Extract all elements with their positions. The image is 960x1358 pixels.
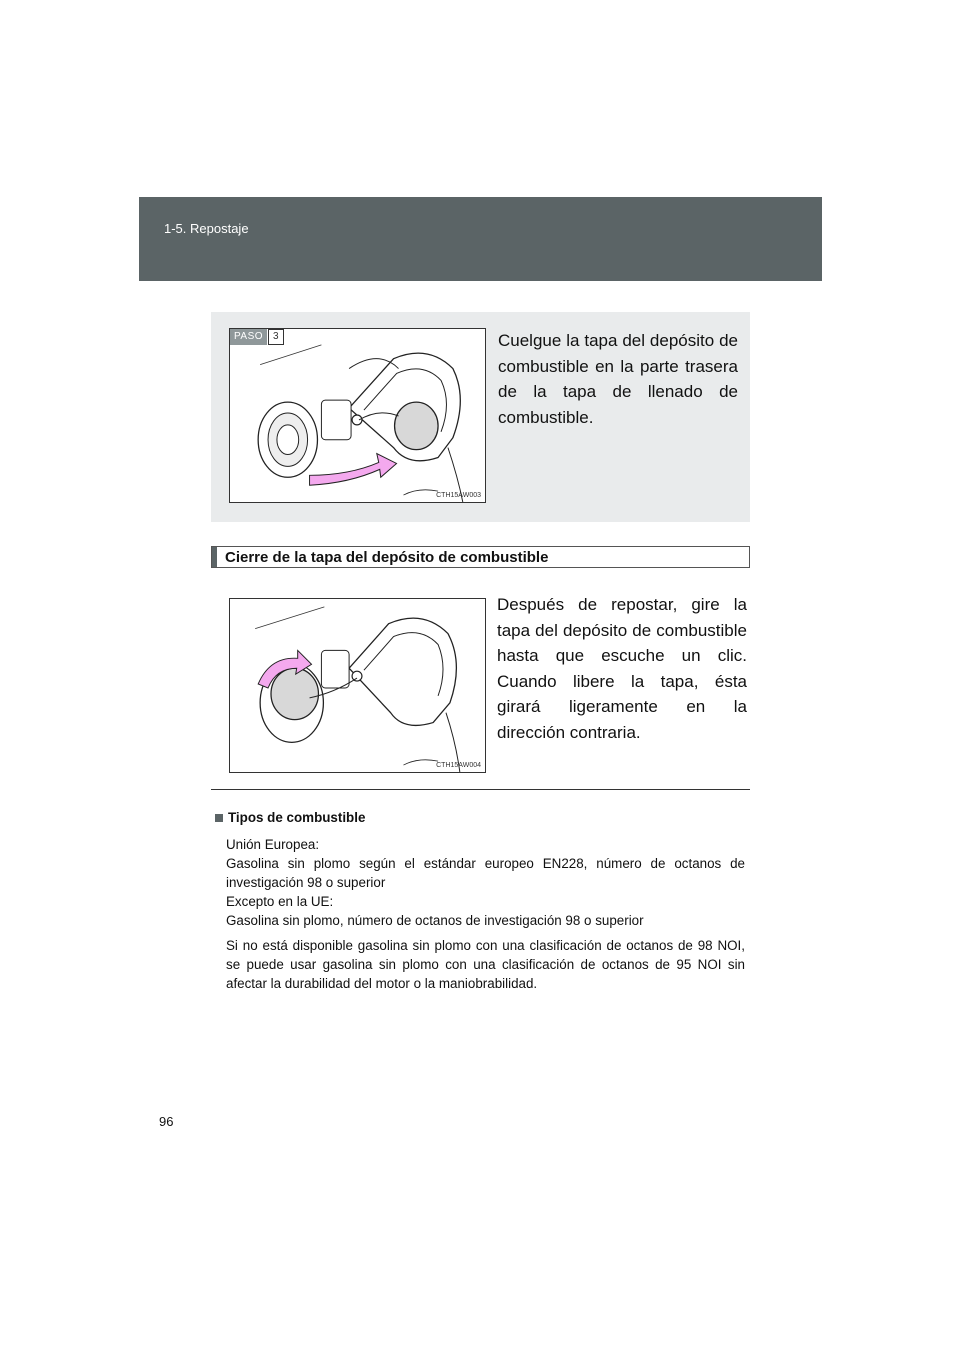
note-line: Unión Europea: [226, 837, 320, 852]
figure-code: CTH15AW004 [436, 762, 481, 769]
section-title: Cierre de la tapa del depósito de combustible [225, 549, 549, 566]
fuel-door-drawing [230, 329, 485, 502]
closing-instruction: Después de repostar, gire la tapa del depósito de combustible hasta que escuche un clic. Cuando libere la tapa, ésta girará ligeramente en la dirección contraria. [497, 595, 747, 742]
step-badge-number: 3 [268, 329, 284, 345]
section-header-title: 1-5. Repostaje [164, 221, 249, 236]
step-badge [230, 329, 284, 345]
note-line: Excepto en la UE: [226, 894, 334, 909]
section-header [139, 197, 822, 281]
section-title-box [211, 546, 750, 568]
step-box [211, 312, 750, 522]
note-paragraph: Si no está disponible gasolina sin plomo con una clasificación de octanos de 98 NOI, se puede usar gasolina sin plomo con una clasificación de octanos de 95 NOI sin afectar la durabilidad del motor o la maniobrabilidad. [226, 938, 745, 991]
fuel-cap-close-illustration [229, 598, 486, 773]
divider [211, 789, 750, 790]
square-bullet-icon [215, 814, 223, 822]
note-title: Tipos de combustible [228, 810, 366, 825]
figure-code: CTH15AW003 [436, 492, 481, 499]
note-line: Gasolina sin plomo, número de octanos de investigación 98 o superior [226, 913, 644, 928]
fuel-cap-hang-illustration [229, 328, 486, 503]
step-instruction: Cuelgue la tapa del depósito de combustible en la parte trasera de la tapa de llenado de combustible. [498, 331, 738, 427]
page-number: 96 [159, 1114, 174, 1129]
fuel-door-drawing [230, 599, 485, 772]
step-badge-word: PASO [230, 329, 267, 345]
notes-section [215, 808, 745, 993]
note-body [215, 835, 745, 993]
note-line: Gasolina sin plomo según el estándar europeo EN228, número de octanos de investigación 98 o superior [226, 856, 745, 890]
note-heading [215, 808, 745, 827]
